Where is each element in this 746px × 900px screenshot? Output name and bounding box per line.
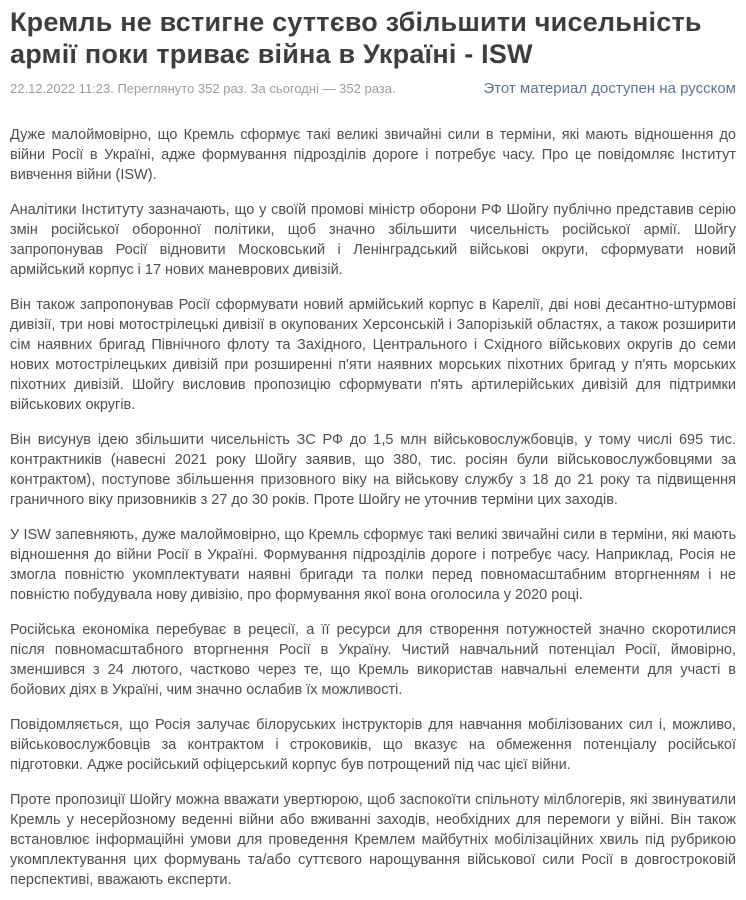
article-paragraph: Дуже малоймовірно, що Кремль сформує такі великі звичайні сили в терміни, які мають відношення до війни Росії в Україні, адже формування підрозділів дороге і потребує часу. Про це повідомляє Інститут вивчення війни (ISW). — [10, 127, 736, 183]
language-switch-link[interactable]: Этот материал доступен на русском — [483, 80, 736, 97]
article-paragraph: Аналітики Інституту зазначають, що у своїй промові міністр оборони РФ Шойгу публічно представив серію змін російської оборонної політики, щоб значно збільшити чисельність російської армії. Шойгу запропонував Росії відновити Московський і Ленінградський військові округи, сформувати новий армійський корпус і 17 нових маневрових дивізій. — [10, 202, 736, 278]
page-title: Кремль не встигне суттєво збільшити чисельність армії поки триває війна в Україні - ISW — [10, 7, 702, 69]
article-paragraph: Проте пропозиції Шойгу можна вважати увертюрою, щоб заспокоїти спільноту мілблогерів, які звинуватили Кремль у несерйозному веденні війни або вживанні заходів, необхідних для перемоги у війні. Він також встановлює інформаційні умови для проведення Кремлем майбутніх мобілізаційних хвиль під рубрикою укомплектування цих формувань та/або суттєвого нарощування військової сили Росії в довгостроковій перспективі, вважають експерти. — [10, 792, 736, 888]
article-paragraph: У ISW запевняють, дуже малоймовірно, що Кремль сформує такі великі звичайні сили в терміни, які мають відношення до війни Росії в Україні. Формування підрозділів дороге і потребує часу. Наприклад, Росія не змогла повністю укомплектувати наявні бригади та полки перед повномасштабним вторгненням і не повністю побудувала нову дивізію, про формування якої вона оголосила у 2020 році. — [10, 527, 736, 603]
article-paragraph: Він також запропонував Росії сформувати новий армійський корпус в Карелії, дві нові десантно-штурмові дивізії, три нові мотострілецькі дивізії в окупованих Херсонській і Запорізькій областях, а також розширити сім наявних бригад Північного флоту та Західного, Центрального і Східного військових округів до семи нових мотострілецьких дивізій при розширенні п'яти наявних морських піхотних бригад у п'ять морських піхотних дивізій. Шойгу висловив пропозицію сформувати п'ять артилерійських дивізій для підтримки військових округів. — [10, 297, 736, 413]
article-meta: 22.12.2022 11:23. Переглянуто 352 раз. За сьогодні — 352 раза. — [10, 81, 396, 96]
article-body — [10, 125, 736, 890]
article-meta-row — [10, 80, 736, 97]
article-paragraph: Російська економіка перебуває в рецесії, а її ресурси для створення потужностей значно скоротилися після повномасштабного вторгнення Росії в Україну. Чистий навчальний потенціал Росії, ймовірно, зменшився з 24 лютого, частково через те, що Кремль використав навчальні елементи для участі в бойових діях в Україні, чим значно ослабив їх можливості. — [10, 622, 736, 698]
article-paragraph: Він висунув ідею збільшити чисельність ЗС РФ до 1,5 млн військовослужбовців, у тому числі 695 тис. контрактників (навесні 2021 року Шойгу заявив, що 380, тис. росіян були військовослужбовцями за контрактом), поступове збільшення призовного віку на військову службу з 18 до 21 року та підвищення граничного віку призовників з 27 до 30 років. Проте Шойгу не уточнив терміни цих заходів. — [10, 432, 736, 508]
article-paragraph: Повідомляється, що Росія залучає білоруських інструкторів для навчання мобілізованих сил і, можливо, військовослужбовців за контрактом і строковиків, що вказує на обмеження потенціалу російської підготовки. Адже російський офіцерський корпус був потрощений під час цієї війни. — [10, 717, 736, 773]
